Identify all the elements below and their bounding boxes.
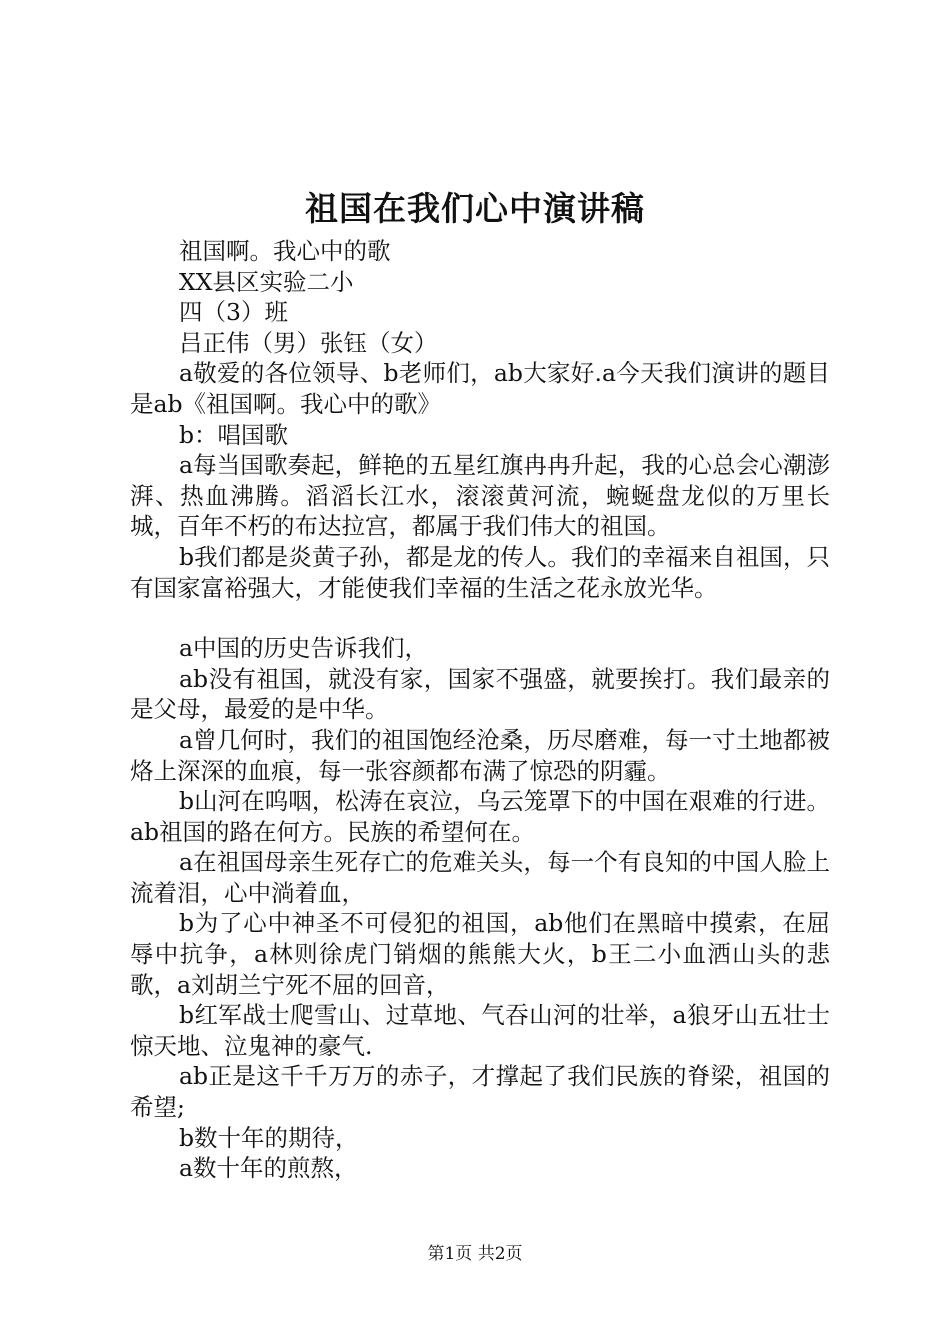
paragraph: a敬爱的各位领导、b老师们，ab大家好.a今天我们演讲的题目是ab《祖国啊。我心中的歌》 — [130, 359, 830, 418]
paragraph: a在祖国母亲生死存亡的危难关头，每一个有良知的中国人脸上流着泪，心中淌着血， — [130, 848, 830, 907]
paragraph: ab没有祖国，就没有家，国家不强盛，就要挨打。我们最亲的是父母，最爱的是中华。 — [130, 664, 830, 724]
paragraph: b为了心中神圣不可侵犯的祖国，ab他们在黑暗中摸索，在屈辱中抗争，a林则徐虎门销烟的熊熊大火，b王二小血洒山头的悲歌，a刘胡兰宁死不屈的回音， — [130, 909, 830, 999]
paragraph: b红军战士爬雪山、过草地、气吞山河的壮举，a狼牙山五壮士惊天地、泣鬼神的豪气. — [130, 1001, 830, 1060]
paragraph: b山河在呜咽，松涛在哀泣，乌云笼罩下的中国在艰难的行进。ab祖国的路在何方。民族的希望何在。 — [130, 787, 830, 846]
paragraph: a中国的历史告诉我们， — [179, 634, 429, 663]
paragraph: b我们都是炎黄子孙，都是龙的传人。我们的幸福来自祖国，只有国家富裕强大，才能使我们幸福的生活之花永放光华。 — [130, 542, 830, 602]
document-title: 祖国在我们心中演讲稿 — [305, 189, 645, 228]
paragraph: 四（3）班 — [179, 298, 288, 327]
paragraph: a数十年的煎熬， — [179, 1154, 358, 1183]
paragraph: XX县区实验二小 — [179, 267, 354, 296]
document-body — [130, 236, 830, 1184]
paragraph: ab正是这千千万万的赤子，才撑起了我们民族的脊梁，祖国的希望; — [130, 1062, 830, 1122]
page-number: 第1页 共2页 — [427, 1244, 523, 1264]
paragraph: b数十年的期待， — [179, 1123, 359, 1152]
paragraph: b：唱国歌 — [179, 420, 289, 449]
paragraph: 吕正伟（男）张钰（女） — [179, 328, 438, 357]
paragraph: 祖国啊。我心中的歌 — [179, 237, 391, 265]
paragraph: a曾几何时，我们的祖国饱经沧桑，历尽磨难，每一寸土地都被烙上深深的血痕，每一张容颜都布满了惊恐的阴霾。 — [130, 725, 830, 785]
paragraph: a每当国歌奏起，鲜艳的五星红旗冉冉升起，我的心总会心潮澎湃、热血沸腾。滔滔长江水，滚滚黄河流，蜿蜒盘龙似的万里长城，百年不朽的布达拉宫，都属于我们伟大的祖国。 — [130, 451, 830, 541]
